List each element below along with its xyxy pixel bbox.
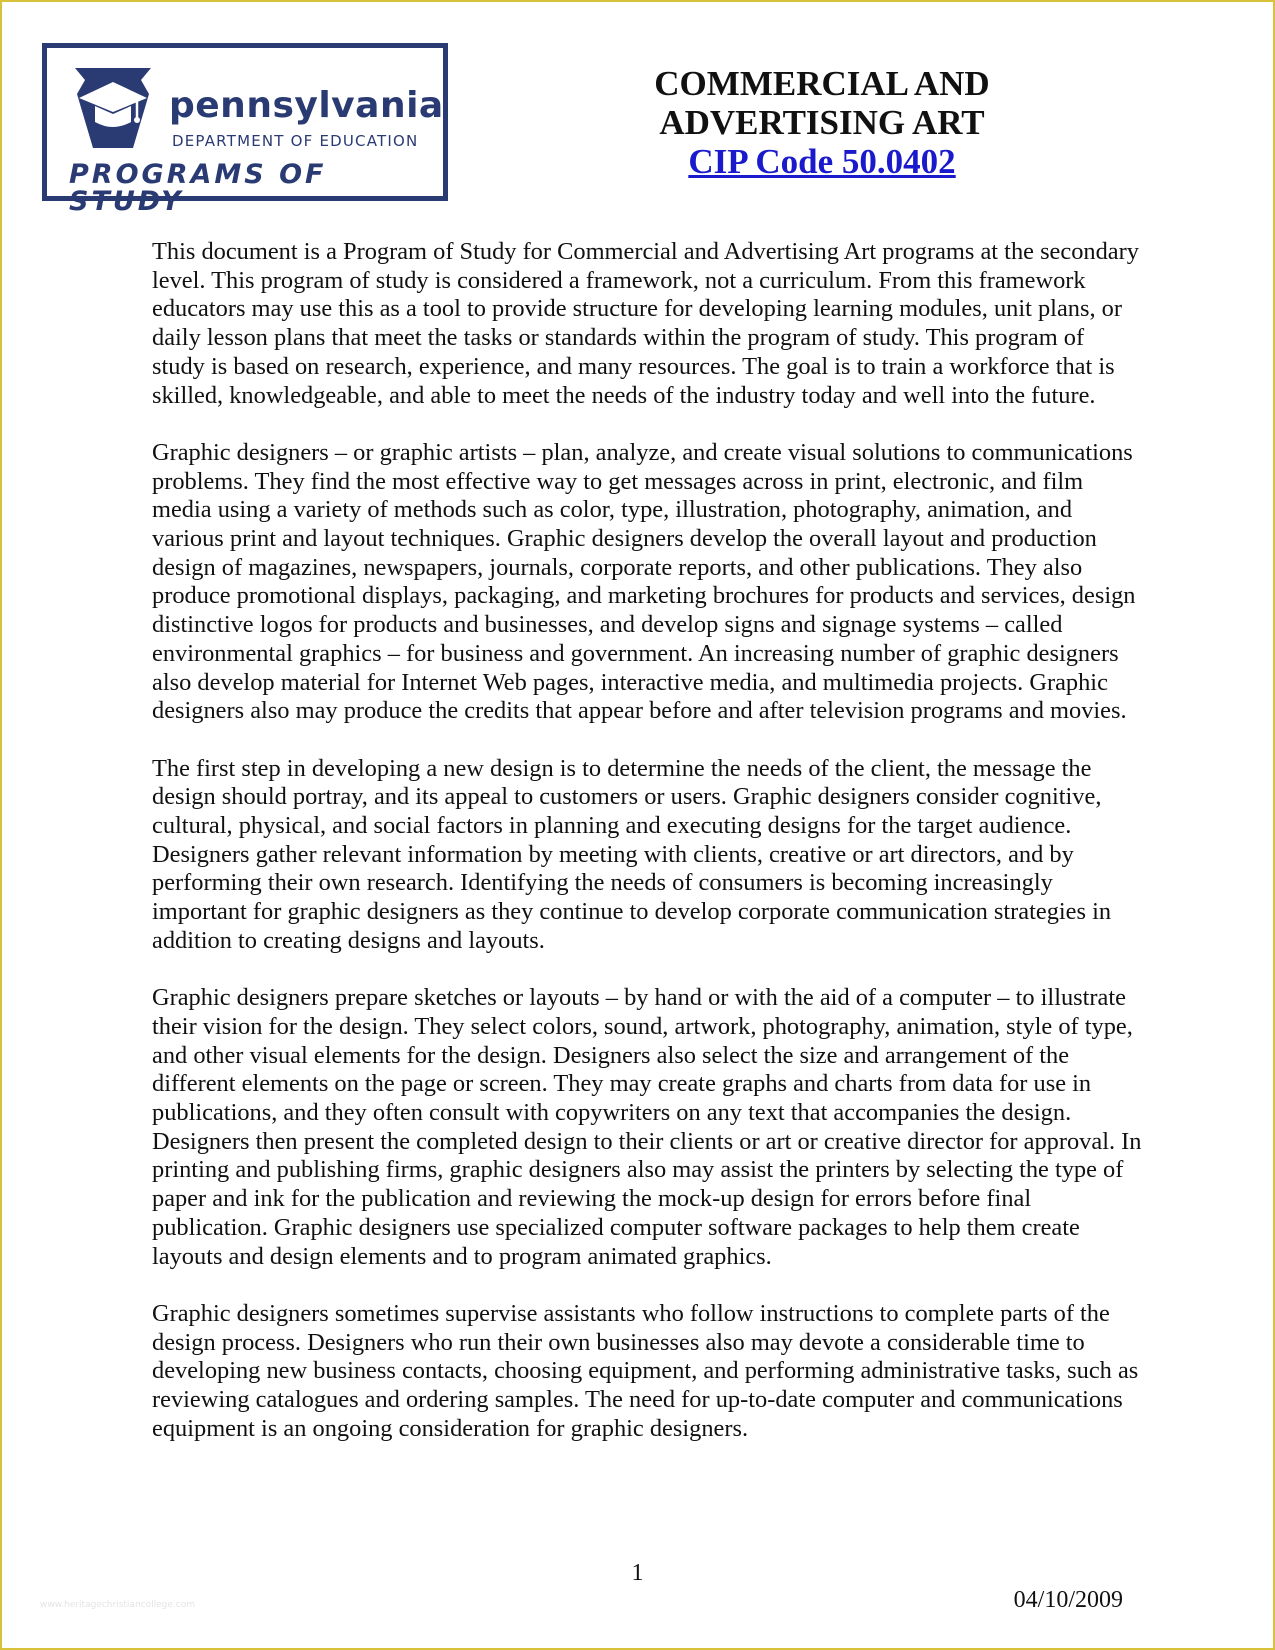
logo-brand-text: pennsylvania (169, 85, 444, 126)
cip-code-link[interactable]: CIP Code 50.0402 (688, 142, 956, 181)
pa-education-logo (42, 43, 448, 217)
body-paragraph: Graphic designers – or graphic artists – plan, analyze, and create visual solutions to communications problems. They find the most effective way to get messages across in print, electronic, and film media using a variety of methods such as color, type, illustration, photography, animation, and various print and layout techniques. Graphic designers develop the overall layout and production design of magazines, newspapers, journals, corporate reports, and other publications. They also produce promotional displays, packaging, and marketing brochures for products and services, design distinctive logos for products and businesses, and develop signs and signage systems – called environmental graphics – for business and government. An increasing number of graphic designers also develop material for Internet Web pages, interactive media, and multimedia projects. Graphic designers also may produce the credits that appear before and after television programs and movies. (152, 438, 1136, 725)
body-paragraph: The first step in developing a new design is to determine the needs of the client, the message the design should portray, and its appeal to customers or users. Graphic designers consider cognitive, cultural, physical, and social factors in planning and executing designs for the target audience. Designers gather relevant information by meeting with clients, creative or art directors, and by performing their own research. Identifying the needs of consumers is becoming increasingly important for graphic designers as they continue to develop corporate communication strategies in addition to creating designs and layouts. (152, 754, 1112, 954)
body-paragraph: This document is a Program of Study for Commercial and Advertising Art programs at the secondary level. This program of study is considered a framework, not a curriculum. From this framework educators may use this as a tool to provide structure for developing learning modules, unit plans, or daily lesson plans that meet the tasks or standards within the program of study. This program of study is based on research, experience, and many resources. The goal is to train a workforce that is skilled, knowledgeable, and able to meet the needs of the industry today and well into the future. (152, 238, 1139, 409)
title-line-1: COMMERCIAL AND (654, 64, 990, 103)
watermark-text: www.heritagechristiancollege.com (40, 1600, 195, 1610)
document-title (562, 64, 1082, 181)
logo-programs-text: PROGRAMS OF STUDY (69, 159, 327, 217)
logo-department-text: DEPARTMENT OF EDUCATION (172, 132, 419, 150)
keystone-graduation-cap-icon (71, 68, 155, 150)
body-paragraph: Graphic designers sometimes supervise assistants who follow instructions to complete parts of the design process. Designers who run their own businesses also may devote a considerable time to developing new business contacts, choosing equipment, and performing administrative tasks, such as reviewing catalogues and ordering samples. The need for up-to-date computer and communications equipment is an ongoing consideration for graphic designers. (152, 1299, 1139, 1442)
document-body (152, 238, 1142, 1472)
body-paragraph: Graphic designers prepare sketches or layouts – by hand or with the aid of a computer – to illustrate their vision for the design. They select colors, sound, artwork, photography, animation, style of type, and other visual elements for the design. Designers also select the size and arrangement of the different elements on the page or screen. They may create graphs and charts from data for use in publications, and they often consult with copywriters on any text that accompanies the design. Designers then present the completed design to their clients or art or creative director for approval. In printing and publishing firms, graphic designers also may assist the printers by selecting the type of paper and ink for the publication and reviewing the mock-up design for errors before final publication. Graphic designers use specialized computer software packages to help them create layouts and design elements and to program animated graphics. (152, 984, 1142, 1270)
page-number: 1 (631, 1560, 644, 1586)
document-date: 04/10/2009 (1013, 1587, 1123, 1613)
title-line-2: ADVERTISING ART (659, 103, 985, 142)
